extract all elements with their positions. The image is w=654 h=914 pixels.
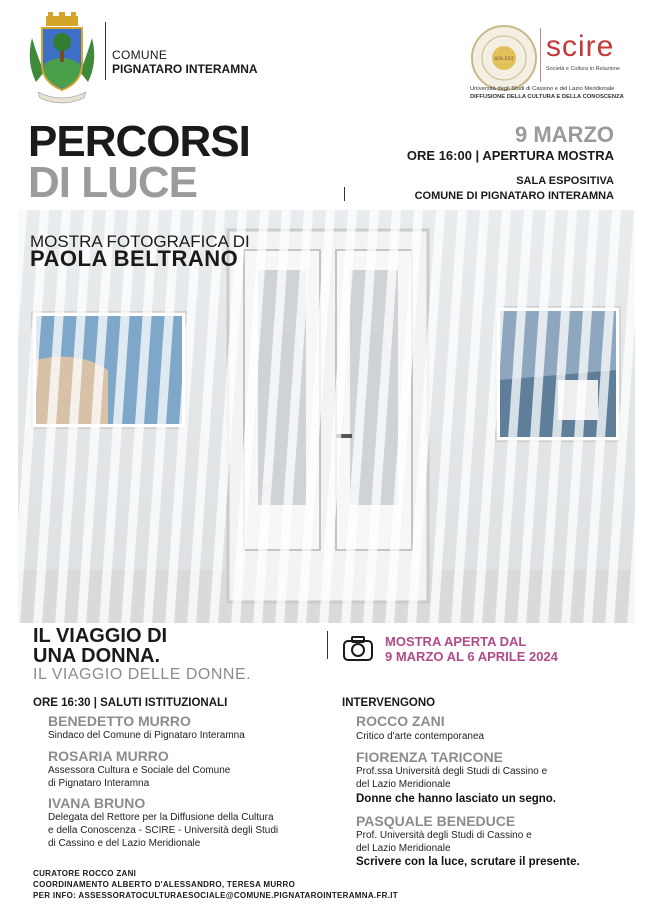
speaker-role: Prof.ssa Università degli Studi di Cassino e [356, 766, 548, 777]
opening-line2: 9 MARZO AL 6 APRILE 2024 [385, 649, 558, 664]
speaker-name: FIORENZA TARICONE [356, 749, 503, 765]
venue-line2: COMUNE DI PIGNATARO INTERAMNA [414, 190, 614, 202]
speaker-role: del Lazio Meridionale [356, 779, 451, 790]
viaggio-line1: IL VIAGGIO DI [33, 625, 168, 647]
scire-divider [540, 28, 541, 82]
venue-divider [344, 187, 345, 201]
saluti-person-name: IVANA BRUNO [48, 795, 146, 811]
university-seal-icon [470, 24, 538, 92]
scire-logo: scire [546, 30, 615, 63]
saluti-person-name: BENEDETTO MURRO [48, 713, 191, 729]
saluti-heading: ORE 16:30 | SALUTI ISTITUZIONALI [33, 697, 228, 709]
speaker-talk-title: Donne che hanno lasciato un segno. [356, 793, 556, 805]
event-time: ORE 16:00 | APERTURA MOSTRA [406, 148, 614, 163]
camera-icon [342, 634, 374, 662]
saluti-person-role: di Pignataro Interamna [48, 778, 150, 789]
event-date: 9 MARZO [515, 122, 614, 147]
opening-divider [327, 631, 328, 659]
title-line1: PERCORSI [28, 117, 250, 166]
comune-label: COMUNE [112, 48, 168, 62]
artist-name: PAOLA BELTRANO [30, 246, 239, 271]
municipal-crest-icon [22, 12, 102, 108]
saluti-person-role: Sindaco del Comune di Pignataro Interamna [48, 730, 245, 741]
intervengono-heading: INTERVENGONO [342, 697, 436, 709]
footer-curator: CURATORE ROCCO ZANI [33, 869, 137, 878]
viaggio-line3: IL VIAGGIO DELLE DONNE. [33, 666, 252, 683]
saluti-person-name: ROSARIA MURRO [48, 748, 169, 764]
university-name: Università degli Studi di Cassino e del Lazio Meridionale [470, 86, 615, 92]
speaker-role: del Lazio Meridionale [356, 843, 451, 854]
viaggio-line2: UNA DONNA. [33, 645, 161, 667]
title-line2: DI LUCE [28, 158, 197, 207]
speaker-role: Prof. Università degli Studi di Cassino e [356, 830, 532, 841]
speaker-name: ROCCO ZANI [356, 713, 445, 729]
university-dept: DIFFUSIONE DELLA CULTURA E DELLA CONOSCENZA [470, 94, 624, 100]
speaker-name: PASQUALE BENEDUCE [356, 813, 516, 829]
header-divider [105, 22, 106, 80]
footer-info-email: PER INFO: ASSESSORATOCULTURAESOCIALE@COMUNE.PIGNATAROINTERAMNA.FR.IT [33, 891, 398, 900]
speaker-role: Critico d'arte contemporanea [356, 731, 485, 742]
svg-text:SOL EST: SOL EST [494, 57, 514, 62]
venue-line1: SALA ESPOSITIVA [516, 175, 614, 187]
comune-name: PIGNATARO INTERAMNA [112, 62, 258, 76]
opening-line1: MOSTRA APERTA DAL [385, 634, 527, 649]
speaker-talk-title: Scrivere con la luce, scrutare il presente. [356, 856, 580, 868]
saluti-person-role: di Cassino e del Lazio Meridionale [48, 838, 201, 849]
exhibition-label: MOSTRA FOTOGRAFICA DI [30, 232, 250, 251]
saluti-person-role: e della Conoscenza - SCIRE - Università degli Studi [48, 825, 279, 836]
scire-subtitle: Società e Cultura in Relazione [546, 66, 620, 72]
saluti-person-role: Assessora Cultura e Sociale del Comune [48, 765, 231, 776]
saluti-person-role: Delegata del Rettore per la Diffusione della Cultura [48, 812, 274, 823]
footer-coordination: COORDINAMENTO ALBERTO D'ALESSANDRO, TERESA MURRO [33, 880, 296, 889]
